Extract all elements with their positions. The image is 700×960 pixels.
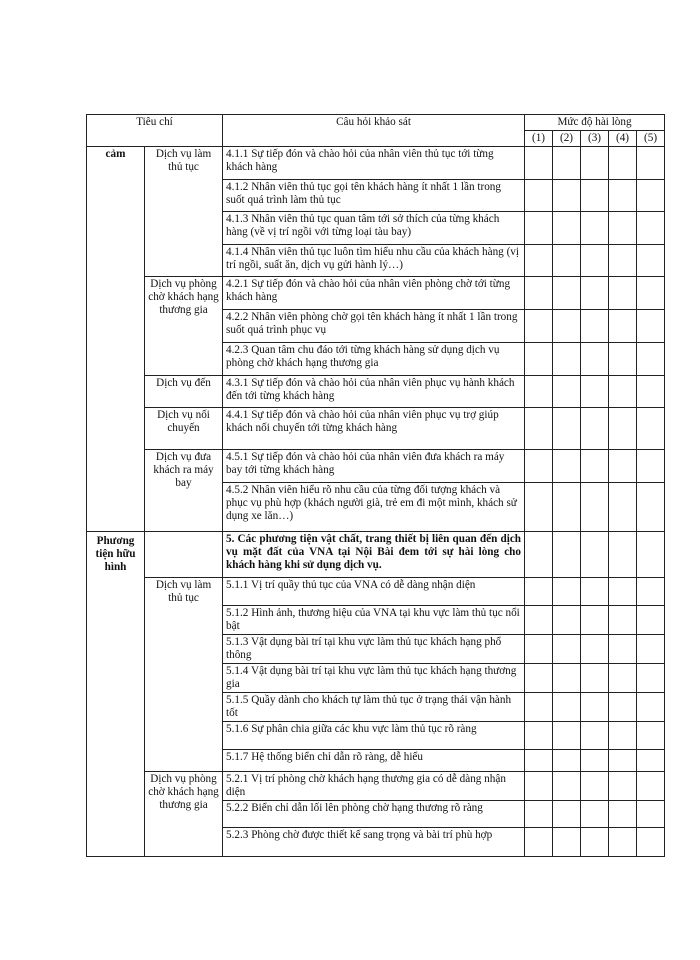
score-cell[interactable] bbox=[609, 408, 637, 450]
score-cell[interactable] bbox=[637, 801, 665, 828]
score-cell[interactable] bbox=[637, 532, 665, 578]
score-cell[interactable] bbox=[525, 450, 553, 483]
score-cell[interactable] bbox=[581, 693, 609, 722]
score-cell[interactable] bbox=[637, 722, 665, 750]
score-cell[interactable] bbox=[609, 606, 637, 635]
criteria-header: Tiêu chí bbox=[87, 115, 223, 147]
question-text: 5.1.1 Vị trí quầy thủ tục của VNA có dễ dàng nhận diện bbox=[223, 578, 525, 606]
scale-level-header: (5) bbox=[637, 131, 665, 147]
question-text: 4.2.1 Sự tiếp đón và chào hỏi của nhân viên phòng chờ tới từng khách hàng bbox=[223, 277, 525, 310]
score-cell[interactable] bbox=[581, 483, 609, 532]
score-cell[interactable] bbox=[553, 212, 581, 245]
score-cell[interactable] bbox=[553, 450, 581, 483]
question-row bbox=[87, 408, 665, 450]
score-cell[interactable] bbox=[525, 147, 553, 180]
score-cell[interactable] bbox=[609, 828, 637, 857]
score-cell[interactable] bbox=[637, 147, 665, 180]
score-cell[interactable] bbox=[637, 828, 665, 857]
score-cell[interactable] bbox=[609, 376, 637, 408]
score-cell[interactable] bbox=[553, 277, 581, 310]
score-cell[interactable] bbox=[525, 532, 553, 578]
section-title: 5. Các phương tiện vật chất, trang thiết bị liên quan đến dịch vụ mặt đất của VNA tại Nội Bài đem tới sự hài lòng cho khách hàng khi sử dụng dịch vụ. bbox=[223, 532, 525, 578]
score-cell[interactable] bbox=[553, 606, 581, 635]
criteria-group-label: Phương tiện hữu hình bbox=[87, 532, 145, 857]
subcriteria-label: Dịch vụ phòng chờ khách hạng thương gia bbox=[145, 277, 223, 376]
question-text: 4.2.2 Nhân viên phòng chờ gọi tên khách hàng ít nhất 1 lần trong suốt quá trình phục vụ bbox=[223, 310, 525, 343]
score-cell[interactable] bbox=[609, 772, 637, 801]
question-text: 5.1.4 Vật dụng bài trí tại khu vực làm thủ tục khách hạng thương gia bbox=[223, 664, 525, 693]
score-cell[interactable] bbox=[581, 408, 609, 450]
score-cell[interactable] bbox=[581, 772, 609, 801]
score-cell[interactable] bbox=[637, 180, 665, 212]
questions-header: Câu hỏi khảo sát bbox=[223, 115, 525, 147]
score-cell[interactable] bbox=[609, 578, 637, 606]
score-cell[interactable] bbox=[553, 310, 581, 343]
score-cell[interactable] bbox=[581, 180, 609, 212]
score-cell[interactable] bbox=[609, 450, 637, 483]
subcriteria-label: Dịch vụ làm thủ tục bbox=[145, 147, 223, 277]
score-cell[interactable] bbox=[553, 635, 581, 664]
score-cell[interactable] bbox=[609, 180, 637, 212]
score-cell[interactable] bbox=[553, 343, 581, 376]
score-cell[interactable] bbox=[609, 483, 637, 532]
score-cell[interactable] bbox=[637, 376, 665, 408]
score-cell[interactable] bbox=[637, 483, 665, 532]
score-cell[interactable] bbox=[637, 750, 665, 772]
score-cell[interactable] bbox=[525, 310, 553, 343]
score-cell[interactable] bbox=[637, 245, 665, 277]
score-cell[interactable] bbox=[637, 212, 665, 245]
score-cell[interactable] bbox=[553, 664, 581, 693]
score-cell[interactable] bbox=[553, 578, 581, 606]
score-cell[interactable] bbox=[609, 664, 637, 693]
score-cell[interactable] bbox=[637, 450, 665, 483]
score-cell[interactable] bbox=[637, 408, 665, 450]
score-cell[interactable] bbox=[581, 801, 609, 828]
question-row bbox=[87, 450, 665, 483]
subcriteria-label: Dịch vụ nối chuyến bbox=[145, 408, 223, 450]
score-cell[interactable] bbox=[581, 376, 609, 408]
empty-subcriteria-cell bbox=[145, 532, 223, 578]
subcriteria-label: Dịch vụ làm thủ tục bbox=[145, 578, 223, 772]
score-cell[interactable] bbox=[525, 180, 553, 212]
score-cell[interactable] bbox=[553, 180, 581, 212]
score-cell[interactable] bbox=[637, 693, 665, 722]
score-cell[interactable] bbox=[609, 750, 637, 772]
score-cell[interactable] bbox=[525, 245, 553, 277]
score-cell[interactable] bbox=[637, 635, 665, 664]
score-cell[interactable] bbox=[581, 147, 609, 180]
score-cell[interactable] bbox=[553, 245, 581, 277]
score-cell[interactable] bbox=[609, 212, 637, 245]
question-text: 4.2.3 Quan tâm chu đáo tới từng khách hàng sử dụng dịch vụ phòng chờ khách hạng thương gia bbox=[223, 343, 525, 376]
score-cell[interactable] bbox=[525, 212, 553, 245]
score-cell[interactable] bbox=[609, 147, 637, 180]
scale-level-header: (1) bbox=[525, 131, 553, 147]
score-cell[interactable] bbox=[609, 801, 637, 828]
score-cell[interactable] bbox=[637, 343, 665, 376]
question-text: 5.1.2 Hình ảnh, thương hiệu của VNA tại khu vực làm thủ tục nổi bật bbox=[223, 606, 525, 635]
satisfaction-header: Mức độ hài lòng bbox=[525, 115, 665, 131]
question-text: 4.5.2 Nhân viên hiểu rõ nhu cầu của từng đối tượng khách và phục vụ phù hợp (khách người già, trẻ em đi một mình, khách sử dụng xe lăn…) bbox=[223, 483, 525, 532]
score-cell[interactable] bbox=[581, 277, 609, 310]
score-cell[interactable] bbox=[637, 310, 665, 343]
question-row bbox=[87, 578, 665, 606]
subcriteria-label: Dịch vụ đến bbox=[145, 376, 223, 408]
score-cell[interactable] bbox=[525, 606, 553, 635]
scale-level-header: (3) bbox=[581, 131, 609, 147]
question-text: 5.1.6 Sự phân chia giữa các khu vực làm thủ tục rõ ràng bbox=[223, 722, 525, 750]
score-cell[interactable] bbox=[525, 578, 553, 606]
score-cell[interactable] bbox=[525, 376, 553, 408]
score-cell[interactable] bbox=[637, 578, 665, 606]
score-cell[interactable] bbox=[581, 722, 609, 750]
score-cell[interactable] bbox=[637, 606, 665, 635]
question-text: 4.1.2 Nhân viên thủ tục gọi tên khách hàng ít nhất 1 lần trong suốt quá trình làm thủ tục bbox=[223, 180, 525, 212]
score-cell[interactable] bbox=[581, 828, 609, 857]
question-text: 4.3.1 Sự tiếp đón và chào hỏi của nhân viên phục vụ hành khách đến tới từng khách hàng bbox=[223, 376, 525, 408]
score-cell[interactable] bbox=[581, 750, 609, 772]
score-cell[interactable] bbox=[525, 664, 553, 693]
score-cell[interactable] bbox=[581, 450, 609, 483]
question-text: 5.2.2 Biển chỉ dẫn lối lên phòng chờ hạng thương rõ ràng bbox=[223, 801, 525, 828]
score-cell[interactable] bbox=[525, 483, 553, 532]
subcriteria-label: Dịch vụ đưa khách ra máy bay bbox=[145, 450, 223, 532]
score-cell[interactable] bbox=[525, 722, 553, 750]
score-cell[interactable] bbox=[553, 376, 581, 408]
score-cell[interactable] bbox=[609, 343, 637, 376]
score-cell[interactable] bbox=[609, 693, 637, 722]
score-cell[interactable] bbox=[553, 483, 581, 532]
score-cell[interactable] bbox=[553, 408, 581, 450]
criteria-group-label: cảm bbox=[87, 147, 145, 532]
score-cell[interactable] bbox=[525, 635, 553, 664]
question-text: 5.1.5 Quầy dành cho khách tự làm thủ tục ở trạng thái vận hành tốt bbox=[223, 693, 525, 722]
score-cell[interactable] bbox=[525, 772, 553, 801]
score-cell[interactable] bbox=[637, 664, 665, 693]
score-cell[interactable] bbox=[637, 277, 665, 310]
question-text: 5.1.3 Vật dụng bài trí tại khu vực làm thủ tục khách hạng phổ thông bbox=[223, 635, 525, 664]
score-cell[interactable] bbox=[609, 310, 637, 343]
subcriteria-label: Dịch vụ phòng chờ khách hạng thương gia bbox=[145, 772, 223, 857]
score-cell[interactable] bbox=[525, 277, 553, 310]
question-text: 5.2.1 Vị trí phòng chờ khách hạng thương gia có dễ dàng nhận diện bbox=[223, 772, 525, 801]
question-row bbox=[87, 147, 665, 180]
score-cell[interactable] bbox=[525, 408, 553, 450]
question-text: 4.5.1 Sự tiếp đón và chào hỏi của nhân viên đưa khách ra máy bay tới từng khách hàng bbox=[223, 450, 525, 483]
score-cell[interactable] bbox=[637, 772, 665, 801]
score-cell[interactable] bbox=[581, 664, 609, 693]
score-cell[interactable] bbox=[581, 606, 609, 635]
score-cell[interactable] bbox=[525, 750, 553, 772]
scale-level-header: (4) bbox=[609, 131, 637, 147]
score-cell[interactable] bbox=[581, 578, 609, 606]
score-cell[interactable] bbox=[581, 635, 609, 664]
section-row bbox=[87, 532, 665, 578]
score-cell[interactable] bbox=[553, 532, 581, 578]
score-cell[interactable] bbox=[553, 722, 581, 750]
score-cell[interactable] bbox=[525, 693, 553, 722]
question-row bbox=[87, 772, 665, 801]
score-cell[interactable] bbox=[609, 277, 637, 310]
question-text: 4.1.3 Nhân viên thủ tục quan tâm tới sở thích của từng khách hàng (về vị trí ngồi với từng loại tàu bay) bbox=[223, 212, 525, 245]
question-text: 5.2.3 Phòng chờ được thiết kế sang trọng và bài trí phù hợp bbox=[223, 828, 525, 857]
question-text: 5.1.7 Hệ thống biển chỉ dẫn rõ ràng, dễ hiểu bbox=[223, 750, 525, 772]
score-cell[interactable] bbox=[553, 750, 581, 772]
satisfaction-survey-table bbox=[86, 114, 665, 857]
score-cell[interactable] bbox=[609, 532, 637, 578]
score-cell[interactable] bbox=[553, 828, 581, 857]
header-row bbox=[87, 115, 665, 131]
score-cell[interactable] bbox=[553, 147, 581, 180]
score-cell[interactable] bbox=[581, 343, 609, 376]
score-cell[interactable] bbox=[581, 310, 609, 343]
score-cell[interactable] bbox=[553, 693, 581, 722]
question-text: 4.1.1 Sự tiếp đón và chào hỏi của nhân viên thủ tục tới từng khách hàng bbox=[223, 147, 525, 180]
score-cell[interactable] bbox=[553, 801, 581, 828]
question-text: 4.4.1 Sự tiếp đón và chào hỏi của nhân viên phục vụ trợ giúp khách nối chuyến tới từng khách hàng bbox=[223, 408, 525, 450]
score-cell[interactable] bbox=[553, 772, 581, 801]
score-cell[interactable] bbox=[581, 245, 609, 277]
question-row bbox=[87, 277, 665, 310]
score-cell[interactable] bbox=[525, 828, 553, 857]
question-row bbox=[87, 376, 665, 408]
score-cell[interactable] bbox=[525, 801, 553, 828]
score-cell[interactable] bbox=[609, 722, 637, 750]
scale-level-header: (2) bbox=[553, 131, 581, 147]
score-cell[interactable] bbox=[525, 343, 553, 376]
score-cell[interactable] bbox=[581, 212, 609, 245]
score-cell[interactable] bbox=[609, 635, 637, 664]
question-text: 4.1.4 Nhân viên thủ tục luôn tìm hiểu nhu cầu của khách hàng (vị trí ngồi, suất ăn, dịch vụ gửi hành lý…) bbox=[223, 245, 525, 277]
score-cell[interactable] bbox=[581, 532, 609, 578]
score-cell[interactable] bbox=[609, 245, 637, 277]
